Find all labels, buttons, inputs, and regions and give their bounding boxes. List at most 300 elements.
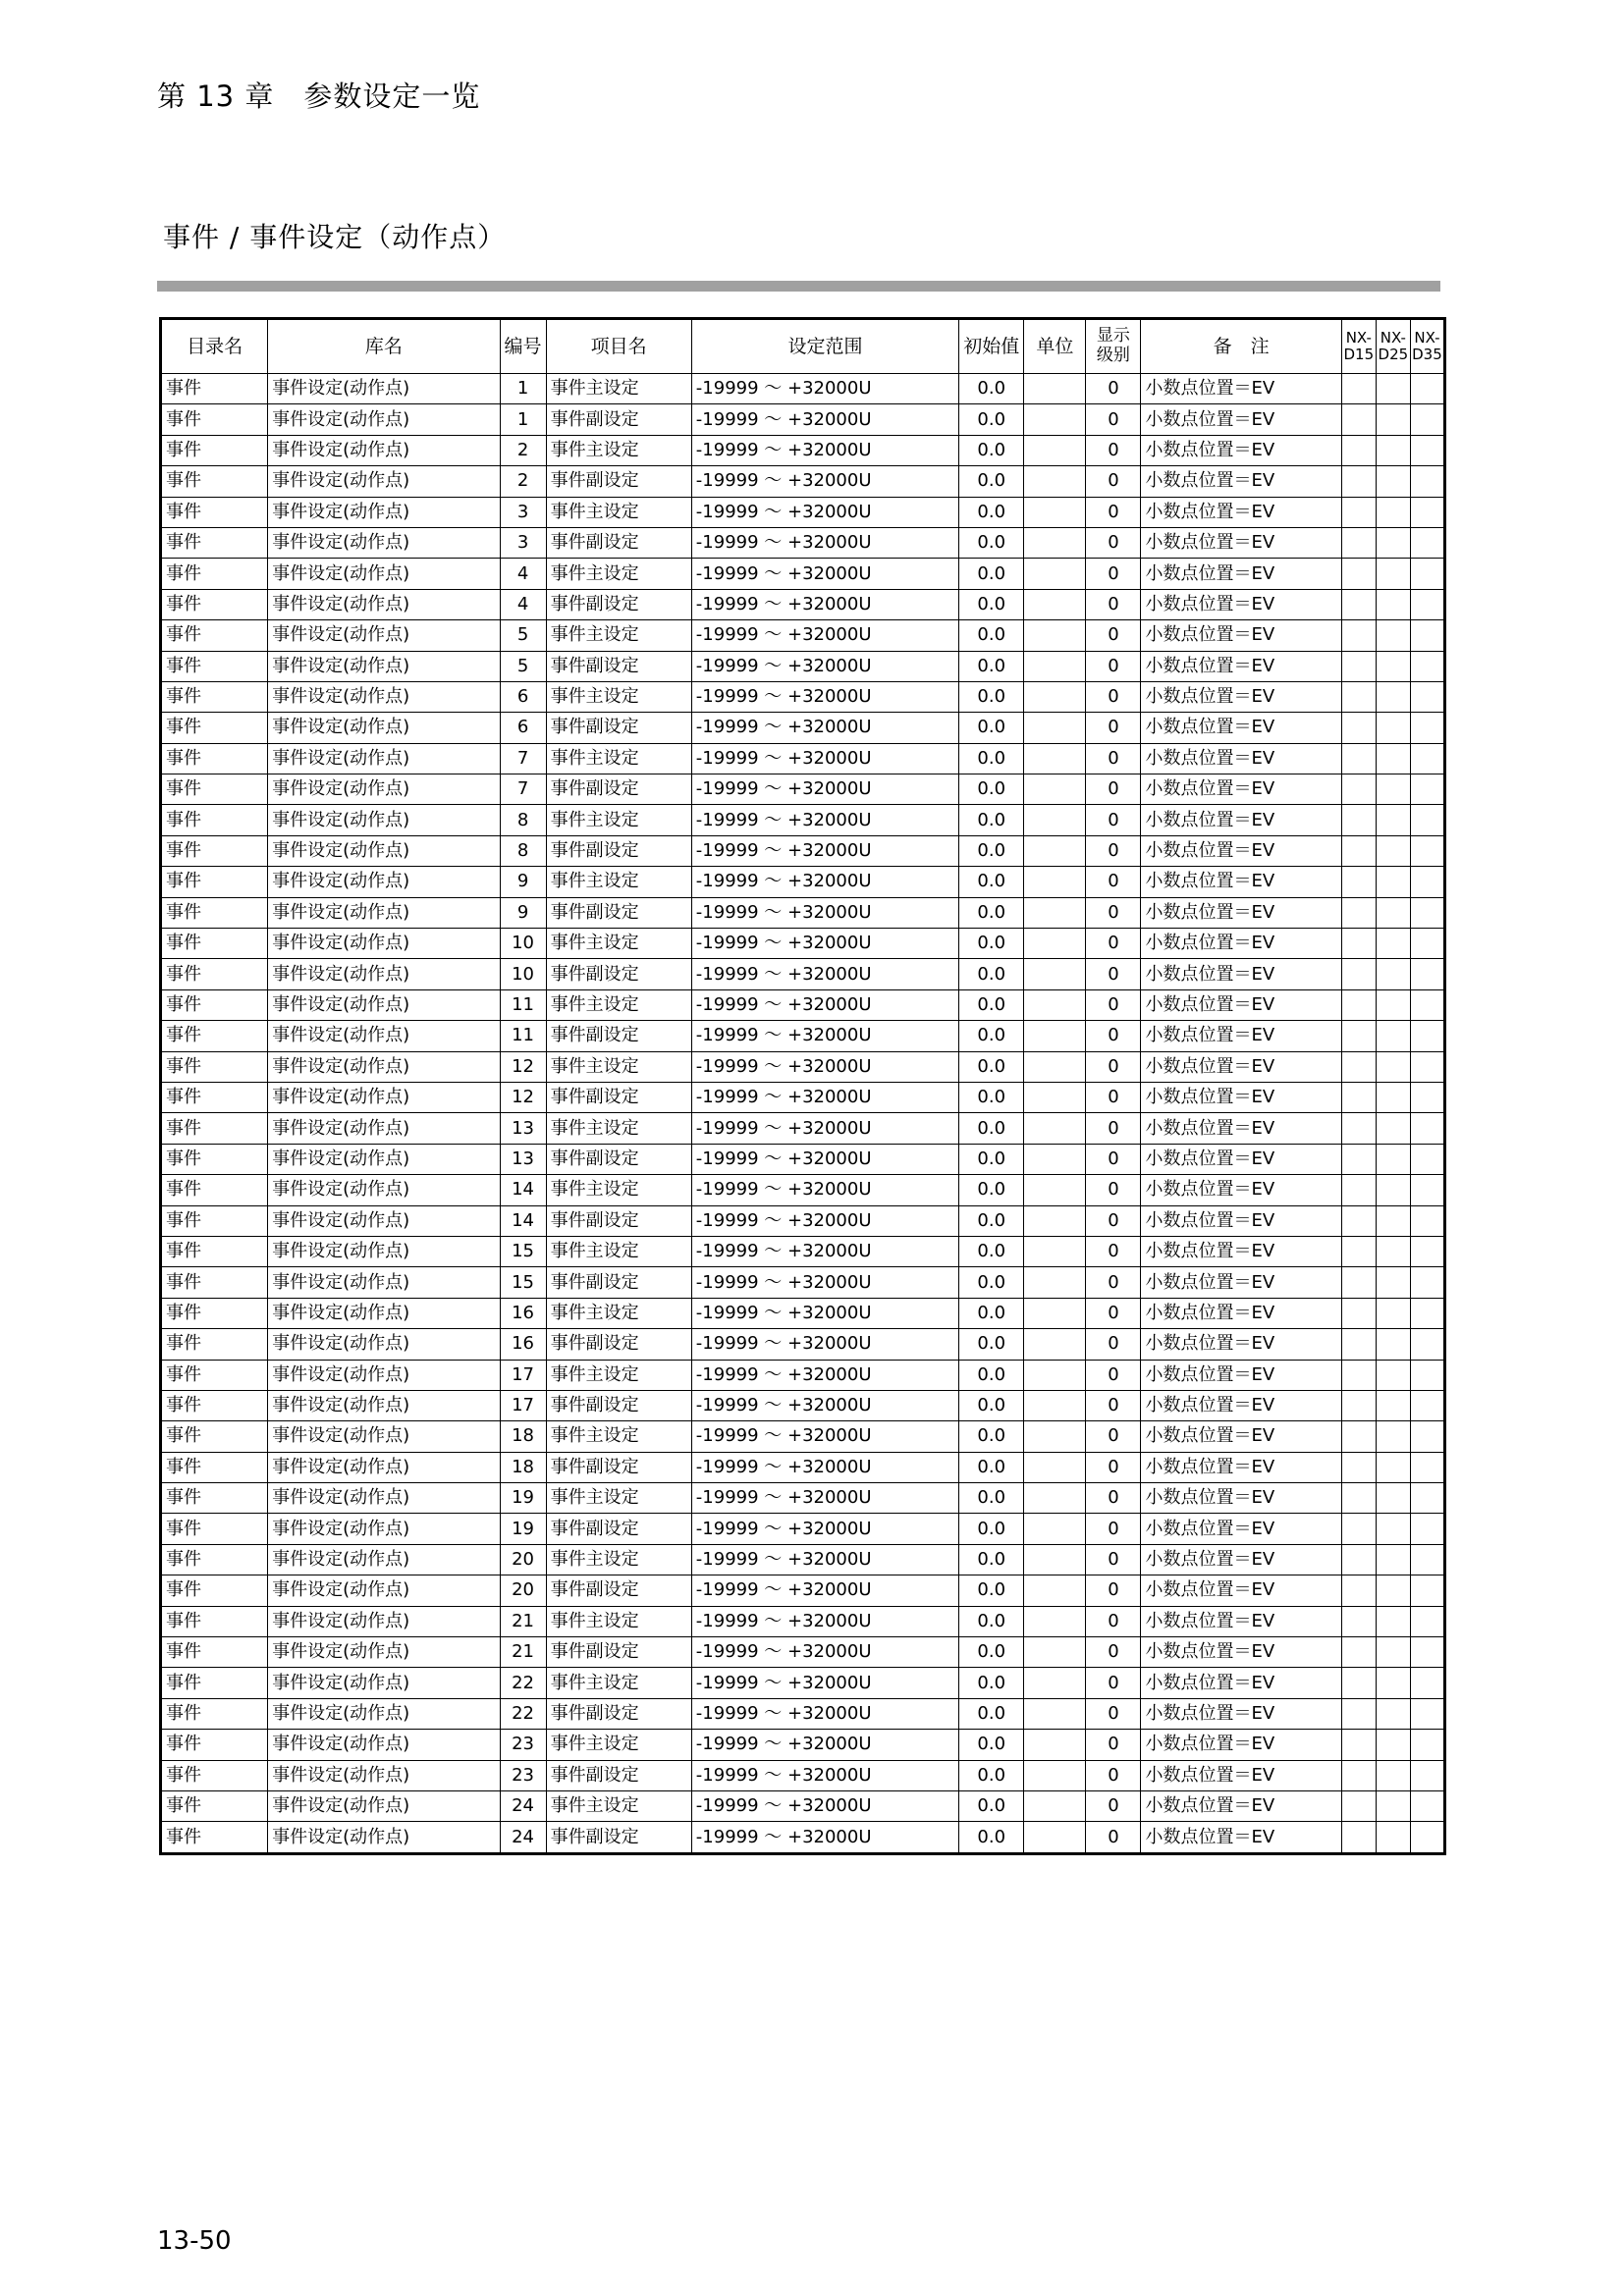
cell-initial: 0.0 bbox=[959, 713, 1024, 743]
col-header-nx-d25-line1: NX- bbox=[1380, 328, 1406, 347]
cell-remarks: 小数点位置＝EV bbox=[1141, 1822, 1341, 1853]
cell-range: -19999 ～ +32000U bbox=[691, 897, 958, 928]
cell-library: 事件设定(动作点) bbox=[268, 1606, 500, 1636]
cell-number: 2 bbox=[500, 466, 546, 497]
cell-range: -19999 ～ +32000U bbox=[691, 681, 958, 712]
cell-initial: 0.0 bbox=[959, 1514, 1024, 1544]
cell-nx-d35 bbox=[1410, 404, 1444, 435]
cell-remarks: 小数点位置＝EV bbox=[1141, 620, 1341, 651]
cell-nx-d35 bbox=[1410, 1421, 1444, 1452]
col-header-nx-d15-line2: D15 bbox=[1343, 346, 1375, 363]
cell-display-level: 0 bbox=[1086, 1452, 1141, 1482]
cell-initial: 0.0 bbox=[959, 1452, 1024, 1482]
cell-nx-d25 bbox=[1376, 1390, 1410, 1420]
cell-display-level: 0 bbox=[1086, 681, 1141, 712]
cell-number: 13 bbox=[500, 1113, 546, 1144]
cell-nx-d25 bbox=[1376, 681, 1410, 712]
cell-directory: 事件 bbox=[161, 1730, 268, 1760]
cell-nx-d35 bbox=[1410, 1205, 1444, 1236]
cell-directory: 事件 bbox=[161, 959, 268, 989]
cell-nx-d25 bbox=[1376, 404, 1410, 435]
cell-range: -19999 ～ +32000U bbox=[691, 1698, 958, 1729]
cell-number: 24 bbox=[500, 1822, 546, 1853]
cell-range: -19999 ～ +32000U bbox=[691, 589, 958, 619]
cell-nx-d25 bbox=[1376, 1051, 1410, 1082]
table-row bbox=[161, 466, 1445, 497]
cell-display-level: 0 bbox=[1086, 1175, 1141, 1205]
table-row bbox=[161, 497, 1445, 527]
cell-initial: 0.0 bbox=[959, 897, 1024, 928]
cell-library: 事件设定(动作点) bbox=[268, 435, 500, 465]
cell-directory: 事件 bbox=[161, 1637, 268, 1668]
cell-display-level: 0 bbox=[1086, 527, 1141, 558]
cell-item: 事件副设定 bbox=[546, 1205, 691, 1236]
cell-remarks: 小数点位置＝EV bbox=[1141, 651, 1341, 681]
cell-nx-d15 bbox=[1341, 1483, 1376, 1514]
cell-number: 21 bbox=[500, 1606, 546, 1636]
cell-library: 事件设定(动作点) bbox=[268, 1730, 500, 1760]
cell-initial: 0.0 bbox=[959, 466, 1024, 497]
cell-nx-d15 bbox=[1341, 1021, 1376, 1051]
cell-remarks: 小数点位置＝EV bbox=[1141, 1544, 1341, 1575]
cell-library: 事件设定(动作点) bbox=[268, 1082, 500, 1112]
cell-unit bbox=[1024, 374, 1086, 404]
cell-remarks: 小数点位置＝EV bbox=[1141, 743, 1341, 774]
cell-remarks: 小数点位置＝EV bbox=[1141, 1637, 1341, 1668]
page-number: 13-50 bbox=[157, 2226, 232, 2256]
table-row bbox=[161, 620, 1445, 651]
cell-display-level: 0 bbox=[1086, 1298, 1141, 1328]
cell-library: 事件设定(动作点) bbox=[268, 1790, 500, 1821]
cell-display-level: 0 bbox=[1086, 497, 1141, 527]
cell-nx-d35 bbox=[1410, 1236, 1444, 1266]
cell-display-level: 0 bbox=[1086, 374, 1141, 404]
cell-nx-d15 bbox=[1341, 1051, 1376, 1082]
cell-library: 事件设定(动作点) bbox=[268, 1483, 500, 1514]
cell-display-level: 0 bbox=[1086, 929, 1141, 959]
cell-number: 15 bbox=[500, 1267, 546, 1298]
cell-directory: 事件 bbox=[161, 1021, 268, 1051]
parameter-table bbox=[159, 317, 1446, 1855]
cell-initial: 0.0 bbox=[959, 743, 1024, 774]
cell-item: 事件主设定 bbox=[546, 559, 691, 589]
cell-nx-d25 bbox=[1376, 959, 1410, 989]
cell-remarks: 小数点位置＝EV bbox=[1141, 1575, 1341, 1606]
cell-nx-d25 bbox=[1376, 466, 1410, 497]
cell-nx-d25 bbox=[1376, 527, 1410, 558]
cell-nx-d35 bbox=[1410, 1298, 1444, 1328]
cell-range: -19999 ～ +32000U bbox=[691, 867, 958, 897]
cell-nx-d15 bbox=[1341, 1390, 1376, 1420]
cell-number: 6 bbox=[500, 713, 546, 743]
cell-library: 事件设定(动作点) bbox=[268, 959, 500, 989]
cell-library: 事件设定(动作点) bbox=[268, 1421, 500, 1452]
cell-nx-d15 bbox=[1341, 1452, 1376, 1482]
cell-nx-d35 bbox=[1410, 559, 1444, 589]
cell-initial: 0.0 bbox=[959, 1329, 1024, 1360]
cell-nx-d35 bbox=[1410, 1606, 1444, 1636]
cell-initial: 0.0 bbox=[959, 1544, 1024, 1575]
cell-directory: 事件 bbox=[161, 1421, 268, 1452]
cell-item: 事件主设定 bbox=[546, 497, 691, 527]
cell-item: 事件主设定 bbox=[546, 1483, 691, 1514]
table-row bbox=[161, 1514, 1445, 1544]
cell-nx-d15 bbox=[1341, 589, 1376, 619]
col-header-display-level-line2: 级别 bbox=[1096, 346, 1130, 365]
cell-nx-d15 bbox=[1341, 805, 1376, 835]
cell-number: 9 bbox=[500, 897, 546, 928]
cell-display-level: 0 bbox=[1086, 1236, 1141, 1266]
cell-range: -19999 ～ +32000U bbox=[691, 1082, 958, 1112]
cell-nx-d15 bbox=[1341, 1822, 1376, 1853]
cell-directory: 事件 bbox=[161, 989, 268, 1020]
cell-item: 事件副设定 bbox=[546, 404, 691, 435]
cell-directory: 事件 bbox=[161, 1082, 268, 1112]
cell-directory: 事件 bbox=[161, 435, 268, 465]
cell-nx-d35 bbox=[1410, 1544, 1444, 1575]
cell-remarks: 小数点位置＝EV bbox=[1141, 959, 1341, 989]
cell-unit bbox=[1024, 1637, 1086, 1668]
cell-range: -19999 ～ +32000U bbox=[691, 1205, 958, 1236]
col-header-nx-d15-line1: NX- bbox=[1345, 328, 1372, 347]
cell-display-level: 0 bbox=[1086, 620, 1141, 651]
section-title: 事件 / 事件设定（动作点） bbox=[163, 221, 507, 253]
cell-nx-d25 bbox=[1376, 774, 1410, 805]
col-header-nx-d25-line2: D25 bbox=[1378, 346, 1409, 363]
table-row bbox=[161, 1822, 1445, 1853]
cell-display-level: 0 bbox=[1086, 867, 1141, 897]
cell-nx-d35 bbox=[1410, 1082, 1444, 1112]
cell-remarks: 小数点位置＝EV bbox=[1141, 1760, 1341, 1790]
table-row bbox=[161, 1267, 1445, 1298]
cell-range: -19999 ～ +32000U bbox=[691, 1483, 958, 1514]
cell-display-level: 0 bbox=[1086, 1360, 1141, 1390]
cell-number: 20 bbox=[500, 1575, 546, 1606]
cell-range: -19999 ～ +32000U bbox=[691, 651, 958, 681]
cell-nx-d25 bbox=[1376, 1113, 1410, 1144]
cell-display-level: 0 bbox=[1086, 1637, 1141, 1668]
cell-range: -19999 ～ +32000U bbox=[691, 1575, 958, 1606]
cell-unit bbox=[1024, 681, 1086, 712]
table-row bbox=[161, 867, 1445, 897]
cell-range: -19999 ～ +32000U bbox=[691, 1668, 958, 1698]
cell-item: 事件主设定 bbox=[546, 435, 691, 465]
table-row bbox=[161, 435, 1445, 465]
cell-remarks: 小数点位置＝EV bbox=[1141, 1144, 1341, 1174]
cell-initial: 0.0 bbox=[959, 805, 1024, 835]
cell-item: 事件主设定 bbox=[546, 867, 691, 897]
cell-unit bbox=[1024, 651, 1086, 681]
cell-number: 11 bbox=[500, 1021, 546, 1051]
cell-item: 事件副设定 bbox=[546, 1575, 691, 1606]
cell-display-level: 0 bbox=[1086, 989, 1141, 1020]
cell-number: 8 bbox=[500, 805, 546, 835]
table-row bbox=[161, 1236, 1445, 1266]
cell-nx-d35 bbox=[1410, 1113, 1444, 1144]
cell-item: 事件副设定 bbox=[546, 897, 691, 928]
cell-library: 事件设定(动作点) bbox=[268, 1144, 500, 1174]
cell-nx-d35 bbox=[1410, 620, 1444, 651]
cell-display-level: 0 bbox=[1086, 1051, 1141, 1082]
cell-nx-d35 bbox=[1410, 1051, 1444, 1082]
cell-range: -19999 ～ +32000U bbox=[691, 1144, 958, 1174]
cell-display-level: 0 bbox=[1086, 466, 1141, 497]
cell-initial: 0.0 bbox=[959, 681, 1024, 712]
cell-nx-d35 bbox=[1410, 497, 1444, 527]
cell-range: -19999 ～ +32000U bbox=[691, 1514, 958, 1544]
table-row bbox=[161, 589, 1445, 619]
table-row bbox=[161, 1175, 1445, 1205]
cell-remarks: 小数点位置＝EV bbox=[1141, 1021, 1341, 1051]
cell-range: -19999 ～ +32000U bbox=[691, 1790, 958, 1821]
table-row bbox=[161, 774, 1445, 805]
cell-nx-d15 bbox=[1341, 1113, 1376, 1144]
cell-number: 6 bbox=[500, 681, 546, 712]
cell-directory: 事件 bbox=[161, 1668, 268, 1698]
cell-number: 1 bbox=[500, 404, 546, 435]
cell-nx-d35 bbox=[1410, 897, 1444, 928]
cell-remarks: 小数点位置＝EV bbox=[1141, 435, 1341, 465]
cell-unit bbox=[1024, 589, 1086, 619]
cell-item: 事件主设定 bbox=[546, 929, 691, 959]
cell-nx-d15 bbox=[1341, 1298, 1376, 1328]
cell-number: 10 bbox=[500, 929, 546, 959]
cell-library: 事件设定(动作点) bbox=[268, 1329, 500, 1360]
table-row bbox=[161, 1298, 1445, 1328]
cell-library: 事件设定(动作点) bbox=[268, 835, 500, 866]
cell-nx-d15 bbox=[1341, 1790, 1376, 1821]
col-header-remarks: 备 注 bbox=[1141, 319, 1341, 374]
cell-library: 事件设定(动作点) bbox=[268, 527, 500, 558]
cell-nx-d25 bbox=[1376, 1668, 1410, 1698]
cell-range: -19999 ～ +32000U bbox=[691, 1606, 958, 1636]
cell-initial: 0.0 bbox=[959, 1021, 1024, 1051]
cell-directory: 事件 bbox=[161, 1175, 268, 1205]
cell-initial: 0.0 bbox=[959, 374, 1024, 404]
cell-directory: 事件 bbox=[161, 1236, 268, 1266]
cell-item: 事件主设定 bbox=[546, 1544, 691, 1575]
cell-unit bbox=[1024, 1021, 1086, 1051]
cell-item: 事件副设定 bbox=[546, 651, 691, 681]
cell-library: 事件设定(动作点) bbox=[268, 651, 500, 681]
col-header-nx-d35 bbox=[1410, 319, 1444, 374]
cell-remarks: 小数点位置＝EV bbox=[1141, 1205, 1341, 1236]
cell-display-level: 0 bbox=[1086, 959, 1141, 989]
table-row bbox=[161, 1390, 1445, 1420]
cell-remarks: 小数点位置＝EV bbox=[1141, 1390, 1341, 1420]
cell-directory: 事件 bbox=[161, 620, 268, 651]
cell-nx-d15 bbox=[1341, 1329, 1376, 1360]
cell-directory: 事件 bbox=[161, 1698, 268, 1729]
cell-range: -19999 ～ +32000U bbox=[691, 1544, 958, 1575]
table-row bbox=[161, 835, 1445, 866]
cell-display-level: 0 bbox=[1086, 1822, 1141, 1853]
cell-display-level: 0 bbox=[1086, 589, 1141, 619]
table-row bbox=[161, 1790, 1445, 1821]
cell-library: 事件设定(动作点) bbox=[268, 1360, 500, 1390]
cell-range: -19999 ～ +32000U bbox=[691, 620, 958, 651]
cell-range: -19999 ～ +32000U bbox=[691, 1730, 958, 1760]
table-row bbox=[161, 989, 1445, 1020]
cell-nx-d15 bbox=[1341, 620, 1376, 651]
cell-item: 事件副设定 bbox=[546, 1329, 691, 1360]
table-row bbox=[161, 1698, 1445, 1729]
cell-nx-d15 bbox=[1341, 1175, 1376, 1205]
cell-directory: 事件 bbox=[161, 589, 268, 619]
table-row bbox=[161, 805, 1445, 835]
cell-library: 事件设定(动作点) bbox=[268, 374, 500, 404]
table-row bbox=[161, 681, 1445, 712]
cell-initial: 0.0 bbox=[959, 1668, 1024, 1698]
cell-nx-d35 bbox=[1410, 1760, 1444, 1790]
cell-library: 事件设定(动作点) bbox=[268, 1390, 500, 1420]
cell-directory: 事件 bbox=[161, 466, 268, 497]
cell-library: 事件设定(动作点) bbox=[268, 774, 500, 805]
cell-initial: 0.0 bbox=[959, 835, 1024, 866]
table-row bbox=[161, 1329, 1445, 1360]
cell-directory: 事件 bbox=[161, 1544, 268, 1575]
cell-initial: 0.0 bbox=[959, 1236, 1024, 1266]
cell-nx-d25 bbox=[1376, 1175, 1410, 1205]
cell-nx-d25 bbox=[1376, 1698, 1410, 1729]
cell-directory: 事件 bbox=[161, 1360, 268, 1390]
cell-remarks: 小数点位置＝EV bbox=[1141, 497, 1341, 527]
cell-range: -19999 ～ +32000U bbox=[691, 959, 958, 989]
cell-item: 事件主设定 bbox=[546, 1236, 691, 1266]
cell-initial: 0.0 bbox=[959, 1360, 1024, 1390]
cell-remarks: 小数点位置＝EV bbox=[1141, 1360, 1341, 1390]
cell-library: 事件设定(动作点) bbox=[268, 1175, 500, 1205]
cell-nx-d15 bbox=[1341, 774, 1376, 805]
cell-unit bbox=[1024, 1298, 1086, 1328]
cell-item: 事件主设定 bbox=[546, 1360, 691, 1390]
cell-initial: 0.0 bbox=[959, 404, 1024, 435]
cell-nx-d35 bbox=[1410, 1452, 1444, 1482]
cell-item: 事件副设定 bbox=[546, 527, 691, 558]
cell-initial: 0.0 bbox=[959, 651, 1024, 681]
cell-initial: 0.0 bbox=[959, 527, 1024, 558]
cell-nx-d15 bbox=[1341, 929, 1376, 959]
table-row bbox=[161, 713, 1445, 743]
cell-initial: 0.0 bbox=[959, 1421, 1024, 1452]
table-row bbox=[161, 897, 1445, 928]
cell-item: 事件副设定 bbox=[546, 1390, 691, 1420]
cell-number: 12 bbox=[500, 1051, 546, 1082]
cell-unit bbox=[1024, 1544, 1086, 1575]
cell-directory: 事件 bbox=[161, 559, 268, 589]
cell-library: 事件设定(动作点) bbox=[268, 1514, 500, 1544]
cell-nx-d25 bbox=[1376, 1267, 1410, 1298]
cell-remarks: 小数点位置＝EV bbox=[1141, 989, 1341, 1020]
cell-display-level: 0 bbox=[1086, 404, 1141, 435]
cell-remarks: 小数点位置＝EV bbox=[1141, 805, 1341, 835]
cell-number: 16 bbox=[500, 1329, 546, 1360]
cell-unit bbox=[1024, 404, 1086, 435]
cell-initial: 0.0 bbox=[959, 559, 1024, 589]
cell-remarks: 小数点位置＝EV bbox=[1141, 1298, 1341, 1328]
cell-nx-d25 bbox=[1376, 1790, 1410, 1821]
cell-nx-d25 bbox=[1376, 1483, 1410, 1514]
cell-remarks: 小数点位置＝EV bbox=[1141, 867, 1341, 897]
cell-directory: 事件 bbox=[161, 1113, 268, 1144]
cell-number: 23 bbox=[500, 1730, 546, 1760]
cell-range: -19999 ～ +32000U bbox=[691, 374, 958, 404]
cell-nx-d35 bbox=[1410, 989, 1444, 1020]
cell-library: 事件设定(动作点) bbox=[268, 620, 500, 651]
cell-display-level: 0 bbox=[1086, 1267, 1141, 1298]
cell-item: 事件主设定 bbox=[546, 374, 691, 404]
cell-nx-d15 bbox=[1341, 404, 1376, 435]
cell-nx-d15 bbox=[1341, 1360, 1376, 1390]
cell-directory: 事件 bbox=[161, 774, 268, 805]
cell-nx-d15 bbox=[1341, 1544, 1376, 1575]
cell-nx-d35 bbox=[1410, 1730, 1444, 1760]
cell-nx-d35 bbox=[1410, 1390, 1444, 1420]
cell-nx-d35 bbox=[1410, 959, 1444, 989]
table-row bbox=[161, 1637, 1445, 1668]
cell-range: -19999 ～ +32000U bbox=[691, 1822, 958, 1853]
cell-remarks: 小数点位置＝EV bbox=[1141, 835, 1341, 866]
cell-number: 1 bbox=[500, 374, 546, 404]
cell-nx-d35 bbox=[1410, 1668, 1444, 1698]
col-header-library: 库名 bbox=[268, 319, 500, 374]
cell-library: 事件设定(动作点) bbox=[268, 497, 500, 527]
cell-initial: 0.0 bbox=[959, 989, 1024, 1020]
cell-unit bbox=[1024, 1113, 1086, 1144]
cell-nx-d25 bbox=[1376, 435, 1410, 465]
cell-unit bbox=[1024, 1575, 1086, 1606]
cell-library: 事件设定(动作点) bbox=[268, 1205, 500, 1236]
table-body bbox=[161, 374, 1445, 1854]
cell-library: 事件设定(动作点) bbox=[268, 1698, 500, 1729]
cell-nx-d35 bbox=[1410, 1514, 1444, 1544]
cell-unit bbox=[1024, 1267, 1086, 1298]
cell-nx-d25 bbox=[1376, 1082, 1410, 1112]
cell-display-level: 0 bbox=[1086, 713, 1141, 743]
cell-nx-d15 bbox=[1341, 466, 1376, 497]
cell-library: 事件设定(动作点) bbox=[268, 1051, 500, 1082]
cell-remarks: 小数点位置＝EV bbox=[1141, 1051, 1341, 1082]
cell-remarks: 小数点位置＝EV bbox=[1141, 1483, 1341, 1514]
cell-initial: 0.0 bbox=[959, 1606, 1024, 1636]
cell-item: 事件主设定 bbox=[546, 989, 691, 1020]
cell-item: 事件主设定 bbox=[546, 681, 691, 712]
cell-display-level: 0 bbox=[1086, 1144, 1141, 1174]
cell-range: -19999 ～ +32000U bbox=[691, 404, 958, 435]
col-header-nx-d25 bbox=[1376, 319, 1410, 374]
cell-remarks: 小数点位置＝EV bbox=[1141, 1514, 1341, 1544]
cell-number: 18 bbox=[500, 1421, 546, 1452]
cell-display-level: 0 bbox=[1086, 1113, 1141, 1144]
cell-remarks: 小数点位置＝EV bbox=[1141, 1113, 1341, 1144]
cell-remarks: 小数点位置＝EV bbox=[1141, 1606, 1341, 1636]
chapter-title: 第 13 章 参数设定一览 bbox=[157, 80, 481, 113]
cell-nx-d25 bbox=[1376, 713, 1410, 743]
cell-nx-d15 bbox=[1341, 374, 1376, 404]
cell-item: 事件副设定 bbox=[546, 1514, 691, 1544]
cell-number: 15 bbox=[500, 1236, 546, 1266]
cell-library: 事件设定(动作点) bbox=[268, 1637, 500, 1668]
cell-item: 事件主设定 bbox=[546, 1730, 691, 1760]
cell-library: 事件设定(动作点) bbox=[268, 929, 500, 959]
cell-nx-d25 bbox=[1376, 1730, 1410, 1760]
cell-nx-d15 bbox=[1341, 1637, 1376, 1668]
cell-display-level: 0 bbox=[1086, 1082, 1141, 1112]
cell-range: -19999 ～ +32000U bbox=[691, 1329, 958, 1360]
cell-nx-d35 bbox=[1410, 1790, 1444, 1821]
table-row bbox=[161, 1051, 1445, 1082]
cell-library: 事件设定(动作点) bbox=[268, 713, 500, 743]
